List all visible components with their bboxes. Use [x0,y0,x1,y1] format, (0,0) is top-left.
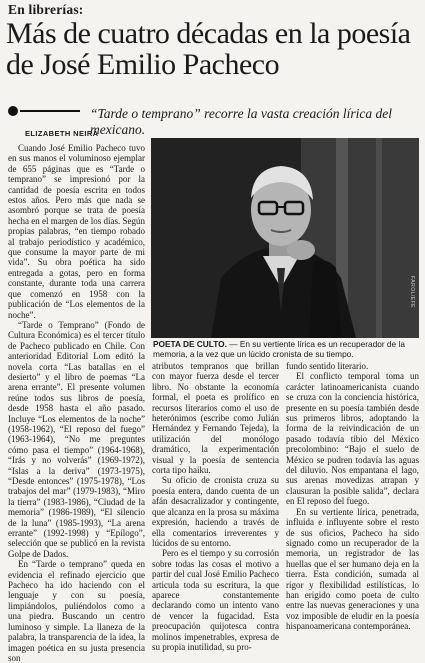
deck-subtitle: “Tarde o temprano” recorre la vasta creación lírica del mexicano. [90,106,392,137]
paragraph: En “Tarde o temprano” queda en evidencia el refinado ejercicio que Pacheco ha ido haciendo con el lenguaje y con su poesía, limpiándolos, puliéndolos como a una piedra. Buscando un centro luminoso y simple. La llaneza de la palabra, la transparencia de la idea, la imagen poética en su justa presencia son [8,559,145,663]
deck-rule [20,110,80,112]
byline: ELIZABETH NEIRA [25,129,99,138]
paragraph: Pero es el tiempo y su corrosión sobre todas las cosas el motivo a partir del cual José Emilio Pacheco articula toda su escritura, la que aparece constantemente declarando como un intento vano de vencer la fugacidad. Esta preocupación quijotesca contra molinos impenetrables, expresa de su propia inutilidad, su pro- [152,548,279,652]
section-kicker: En librerías: [8,2,84,17]
paragraph: En su vertiente lírica, penetrada, influida e influyente sobre el resto de sus oficios, Pacheco ha sido signado como un recuperador de la memoria, un registrador de las huellas que el ser humano deja en la tierra. Esta condición, sumada al rigor y flexibilidad estilísticas, lo han erigido como poeta de culto entre las nuevas generaciones y una voz imposible de eludir en la poesía hispanoamericana contemporánea. [286,506,419,632]
paragraph: El conflicto temporal toma un carácter latinoamericanista cuando se cruza con la conciencia histórica, presente en su poesía también desde sus primeros libros, adoptando la forma de la reivindicación de un pasado todavía tibio del México precolombino: “Bajo el suelo de México se pudren todavía las aguas del diluvio. Nos empantana el lago, sus arenas movedizas atrapan y clausuran la posible salida”, declara en El reposo del fuego. [286,371,419,507]
paragraph: atributos tempranos que brillan con mayor fuerza desde el tercer libro. No obstante la economía formal, el poeta es prolífico en recursos literarios como el uso de heterónimos (escribe como Julián Hernández y Fernando Tejeda), la utilización del monólogo dramático, la experimentación visual y la poesía de sentencia corta tipo haiku. [152,361,279,476]
paragraph: “Tarde o Temprano” (Fondo de Cultura Económica) es el tercer título de Pacheco publicado en Chile. Con anterioridad Editorial Lom editó la novela corta “Las batallas en el desierto” y el libro de poemas “La arena errante”. El presente volumen reúne todos sus libros de poesía, desde 1958 hasta el año pasado. Incluye “Los elementos de la noche” (1958-1962), “El reposo del fuego” (1963-1964), “No me preguntes cómo pasa el tiempo” (1964-1968), “Irás y no volverás” (1969-1972), “Islas a la deriva” (1973-1975), “Desde entonces” (1975-1978), “Los trabajos del mar” (1979-1983), “Miro la tierra” (1983-1986), “Ciudad de la memoria” (1986-1989), “El silencio de la luna” (1985-1993), “La arena errante” (1992-1998) y “Epílogo”, selección que se publicó en la revista Golpe de Dados. [8,319,145,559]
headline: Más de cuatro décadas en la poesía de José Emilio Pacheco [6,17,411,81]
photo-credit: FAROL/EFE [409,275,415,308]
caption-text: — En su vertiente lírica es un recuperador de la memoria, a la vez que un lúcido cronista de su tiempo. [153,339,405,359]
article-column-2 [152,361,279,652]
article-column-1 [8,143,145,663]
photo-caption [153,339,419,359]
author-photo [151,138,419,338]
caption-label: POETA DE CULTO. [153,339,227,349]
paragraph: Cuando José Emilio Pacheco tuvo en sus manos el voluminoso ejemplar de 655 páginas que es “Tarde o temprano” se impresionó por la cantidad de poesía escrita en todos estos años. Pero más que nada se asombró porque se trata de poesía hecha en el margen de los días. Según propias palabras, “en tiempo robado al trabajo periodístico y académico, que consume la mayor parte de mi vida”. Su obra poética ha sido entregada a gotas, pero en forma constante, durante toda una carrera que comenzó en 1958 con la publicación de “Los elementos de la noche”. [8,143,145,320]
paragraph: Su oficio de cronista cruza su poesía entera, dando cuenta de un afán desacralizador y contingente, que alcanza en la prosa su máxima expresión, haciendo a través de ella comentarios irreverentes y lúcidos de su entorno. [152,475,279,548]
author-portrait-image [151,138,419,338]
deck-bullet-icon [8,106,18,116]
paragraph: fundo sentido literario. [286,361,369,371]
article-column-3 [286,361,419,632]
